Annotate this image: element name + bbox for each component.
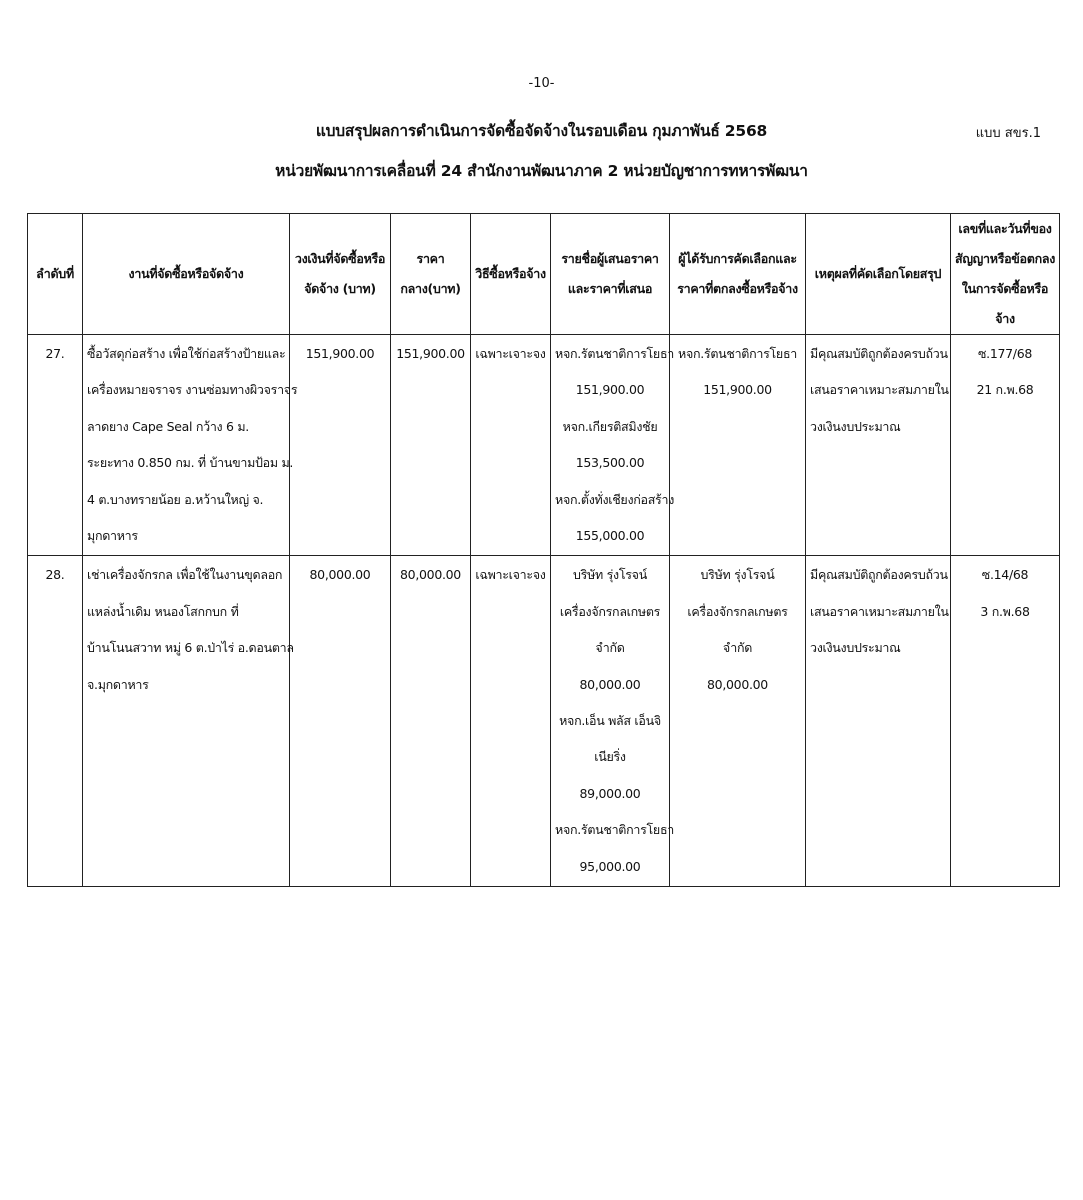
cell-bidders-line: 80,000.00 — [579, 676, 641, 692]
cell-bidders-line: หจก.ตั้งทั่งเชียงก่อสร้าง — [555, 491, 674, 507]
header-contract-line: ในการจัดซื้อหรือจ้าง — [961, 281, 1049, 326]
cell-selected-line: 80,000.00 — [707, 676, 768, 692]
cell-budget: 80,000.00 — [290, 556, 391, 887]
table-row — [28, 556, 1060, 887]
cell-median-price: 151,900.00 — [391, 335, 471, 556]
header-reason: เหตุผลที่คัดเลือกโดยสรุป — [806, 214, 951, 335]
header-selected-line: ผู้ได้รับการคัดเลือกและ — [678, 251, 797, 266]
cell-bidders-line: 95,000.00 — [579, 858, 641, 874]
cell-bidders-line: 153,500.00 — [575, 455, 645, 471]
cell-contract-line: 21 ก.พ.68 — [976, 382, 1034, 398]
cell-selected — [670, 335, 806, 556]
document-subtitle: หน่วยพัฒนาการเคลื่อนที่ 24 สำนักงานพัฒนาภาค 2 หน่วยบัญชาการทหารพัฒนา — [275, 162, 808, 180]
cell-bidders-line: 89,000.00 — [579, 785, 641, 801]
cell-selected-line: จำกัด — [722, 640, 753, 656]
header-budget — [290, 214, 391, 335]
header-median-price-line: ราคากลาง — [400, 251, 445, 296]
cell-bidders — [551, 335, 674, 556]
header-selected — [670, 214, 806, 335]
header-work: งานที่จัดซื้อหรือจัดจ้าง — [83, 214, 290, 335]
cell-work-line: ซื้อวัสดุก่อสร้าง เพื่อใช้ก่อสร้างป้ายและ — [87, 346, 286, 361]
cell-budget: 151,900.00 — [290, 335, 391, 556]
cell-bidders-line: เนียริ่ง — [594, 749, 626, 765]
cell-bidders-line: 151,900.00 — [575, 382, 645, 398]
cell-work-line: เช่าเครื่องจักรกล เพื่อใช้ในงานขุดลอก — [87, 567, 283, 583]
cell-work — [83, 335, 298, 556]
header-budget-line: จัดจ้าง (บาท) — [304, 281, 376, 296]
cell-median-price: 80,000.00 — [391, 556, 471, 887]
cell-contract-line: ซ.177/68 — [977, 346, 1033, 361]
header-median-price-line: (บาท) — [427, 281, 461, 296]
cell-work-line: แหล่งน้ำเดิม หนองโสกกบก ที่ — [87, 603, 239, 619]
cell-contract — [951, 556, 1060, 887]
header-method: วิธีซื้อหรือจ้าง — [471, 214, 551, 335]
cell-reason-line: วงเงินงบประมาณ — [810, 418, 901, 434]
cell-contract-line: ซ.14/68 — [981, 567, 1029, 583]
cell-reason — [806, 335, 951, 556]
cell-selected-line: บริษัท รุ่งโรจน์ — [700, 567, 775, 583]
header-budget-line: วงเงินที่จัดซื้อหรือ — [294, 251, 386, 266]
table-row — [28, 335, 1060, 556]
cell-method: เฉพาะเจาะจง — [471, 556, 551, 887]
header-bidders — [551, 214, 670, 335]
cell-work-line: จ.มุกดาหาร — [87, 676, 149, 692]
header-contract-line: เลขที่และวันที่ของ — [958, 221, 1052, 236]
cell-reason-line: มีคุณสมบัติถูกต้องครบถ้วน — [810, 567, 948, 583]
cell-reason-line: เสนอราคาเหมาะสมภายใน — [810, 603, 949, 619]
cell-bidders-line: 155,000.00 — [575, 528, 645, 544]
cell-work-line: มุกดาหาร — [87, 528, 138, 544]
page-number: -10- — [528, 76, 555, 91]
cell-selected-line: เครื่องจักรกลเกษตร — [687, 603, 788, 619]
form-code: แบบ สขร.1 — [975, 126, 1041, 141]
cell-work-line: ลาดยาง Cape Seal กว้าง 6 ม. — [87, 418, 249, 434]
header-bidders-line: และราคาที่เสนอ — [567, 281, 653, 296]
header-seq: ลำดับที่ — [28, 214, 83, 335]
cell-work-line: 4 ต.บางทรายน้อย อ.หว้านใหญ่ จ. — [87, 491, 264, 507]
header-bidders-line: รายชื่อผู้เสนอราคา — [561, 251, 659, 266]
cell-work-line: บ้านโนนสวาท หมู่ 6 ต.ป่าไร่ อ.ดอนตาล — [87, 640, 294, 656]
cell-work-line: เครื่องหมายจราจร งานซ่อมทางผิวจราจร — [87, 382, 298, 398]
cell-reason-line: วงเงินงบประมาณ — [810, 640, 901, 656]
procurement-summary-table — [27, 213, 1060, 887]
cell-selected-line: หจก.รัตนชาติการโยธา — [678, 346, 797, 361]
cell-bidders-line: หจก.เกียรติสมิงชัย — [562, 418, 658, 434]
cell-selected — [670, 556, 806, 887]
cell-bidders-line: หจก.รัตนชาติการโยธา — [555, 346, 674, 361]
cell-bidders-line: หจก.เอ็น พลัส เอ็นจิ — [559, 713, 661, 729]
header-contract — [951, 214, 1060, 335]
header-selected-line: ราคาที่ตกลงซื้อหรือจ้าง — [677, 281, 798, 296]
cell-contract — [951, 335, 1060, 556]
cell-reason — [806, 556, 951, 887]
cell-bidders-line: จำกัด — [595, 640, 625, 656]
cell-seq: 28. — [28, 556, 83, 887]
table-header-row — [28, 214, 1060, 335]
cell-seq: 27. — [28, 335, 83, 556]
cell-method: เฉพาะเจาะจง — [471, 335, 551, 556]
cell-bidders — [551, 556, 674, 887]
cell-selected-line: 151,900.00 — [703, 382, 772, 398]
cell-work — [83, 556, 294, 887]
cell-bidders-line: บริษัท รุ่งโรจน์ — [573, 567, 647, 583]
cell-bidders-line: หจก.รัตนชาติการโยธา — [555, 822, 674, 838]
cell-reason-line: มีคุณสมบัติถูกต้องครบถ้วน — [810, 346, 948, 361]
header-median-price — [391, 214, 471, 335]
cell-reason-line: เสนอราคาเหมาะสมภายใน — [810, 382, 949, 398]
cell-work-line: ระยะทาง 0.850 กม. ที่ บ้านขามป้อม ม. — [87, 455, 294, 471]
header-contract-line: สัญญาหรือข้อตกลง — [955, 251, 1056, 266]
document-title: แบบสรุปผลการดำเนินการจัดซื้อจัดจ้างในรอบเดือน กุมภาพันธ์ 2568 — [315, 122, 768, 140]
cell-contract-line: 3 ก.พ.68 — [980, 603, 1030, 619]
cell-bidders-line: เครื่องจักรกลเกษตร — [559, 603, 661, 619]
